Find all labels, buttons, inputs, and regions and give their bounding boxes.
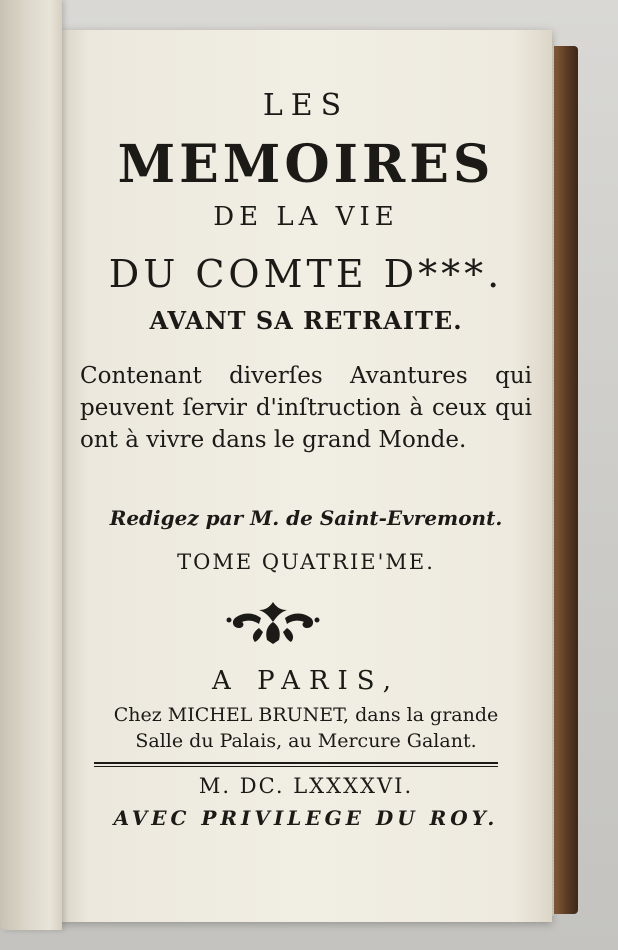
publisher-line-1: Chez MICHEL BRUNET, dans la grande [113,704,499,726]
subtitle-description: Contenant diverſes Avantures qui peuvent ſervir d'inſtruction à ceux qui ont à vivre dans le grand Monde. [80,363,532,453]
author-line: Redigez par M. de Saint-Evremont. [109,506,503,530]
title-line-les: LES [262,88,350,123]
title-line-avant-sa-retraite: AVANT SA RETRAITE. [149,306,463,335]
place-line: A PARIS, [212,666,400,696]
left-page [0,0,62,930]
printers-ornament-icon [225,598,321,646]
volume-line: TOME QUATRIE'ME. [177,550,435,574]
publisher-line-2: Salle du Palais, au Mercure Galant. [135,730,477,752]
title-line-du-comte: DU COMTE D***. [108,252,504,296]
privilege-line: AVEC PRIVILEGE DU ROY. [113,806,499,830]
horizontal-rule-thin [94,766,498,767]
title-line-de-la-vie: DE LA VIE [213,202,399,232]
year-line: M. DC. LXXXXVI. [198,774,414,798]
horizontal-rule [94,762,498,764]
title-line-memoires: MEMOIRES [117,134,495,195]
